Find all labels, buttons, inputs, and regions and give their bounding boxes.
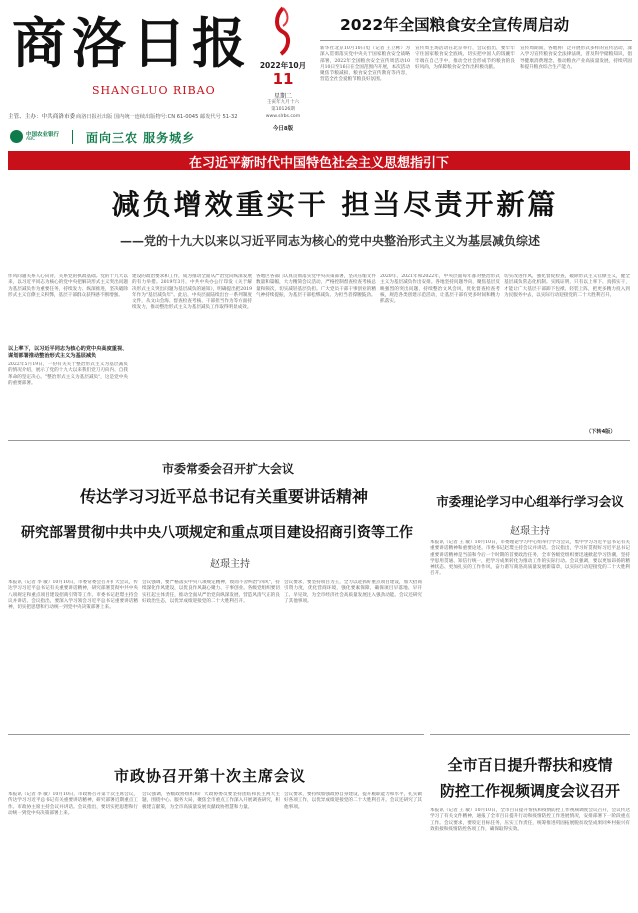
lead-article-subtitle: ——党的十九大以来以习近平同志为核心的党中央整治形式主义为基层减负综述 xyxy=(120,234,541,248)
bank-en: ABC xyxy=(26,137,36,142)
newspaper-pinyin: SHANGLUO RIBAO xyxy=(92,84,216,97)
lunar-date: 壬寅年九月十六 xyxy=(266,100,300,105)
banner-bar xyxy=(8,151,630,170)
lead-article-col2: 建设的政治要求和工作，成为推动全面从严治党向纵深发展的有力举措。2019年3月，中共中央办公厅印发《关于解决形式主义突出问题为基层减负的通知》，明确提出把2019年作为"基层减负年"。此后，中央层面陆续出台一系列制度文件，从文山会海、督查检查考核、干部担当作为等方面持续发力，推动整治形式主义为基层减负工作取得明显成效。 xyxy=(132,274,252,311)
top-news-rule xyxy=(320,40,632,41)
bank-logo-icon xyxy=(10,130,23,143)
article3-byline: 赵璟主持 xyxy=(510,526,550,537)
section-rule-1 xyxy=(8,440,630,441)
date-day: 11 xyxy=(272,70,294,88)
lead-inline-heading: 以上率下，以习近平同志为核心的党中央高度重视、谋划部署推动整治形式主义为基层减负 xyxy=(8,346,128,359)
bank-ad xyxy=(10,128,235,146)
article3-text: 本报讯（记者 王 敏）10月10日，市委理论学习中心组举行学习会议，集中学习习近平总书记有关重要讲话精神和重要论述。市委书记赵璟主持会议并讲话。会议指出，学习好贯彻好习近平总书记重要讲话精神是当前和今后一个时期的首要政治任务，全市各级党组织要迅速掀起学习热潮，坚持学思用贯通、知信行统一，把学习成果转化为推动工作的实际行动。会议强调，要以更加昂扬的精神状态、更加扎实的工作作风，奋力谱写商洛高质量发展新篇章，以实际行动迎接党的二十大胜利召开。 xyxy=(430,540,630,577)
top-news-headline: 2022年全国粮食安全宣传周启动 xyxy=(340,16,570,34)
article3-title: 市委理论学习中心组举行学习会议 xyxy=(436,494,624,509)
publication-info: 商洛日报社出版 国内统一连续出版物号:CN 61-0045 邮发代号 51-32 xyxy=(76,114,238,120)
issue-number: 第10126期 xyxy=(271,107,295,112)
article4-col2: 会议强调，各级政协组织和广大政协委员要坚持团结和民主两大主题，围绕中心、服务大局，聚焦全市重点工作深入开展调查研究，积极建言献策，为全市高质量发展贡献政协智慧和力量。 xyxy=(142,792,280,810)
masthead xyxy=(0,0,638,150)
section-rule-2 xyxy=(8,734,424,735)
website: www.slrbs.com xyxy=(265,114,301,119)
lead-article-col4: 2020年、2021年和2022年，中央层面每年都对整治形式主义为基层减负作出安排。各地坚持问题导向，聚焦基层反映强烈的突出问题，持续整治文风会风，优化督查检查考核，规范各类创建示范活动，让基层干部有更多时间和精力抓落实。 xyxy=(380,274,500,305)
bank-name: 中国农业银行 xyxy=(26,132,60,138)
article5-text: 本报讯（记者 王 敏）10月10日，全市百日提升帮扶和疫情防控工作视频调度会议召开，会议传达学习了有关文件精神，通报了全市百日提升行动和疫情防控工作进展情况，安排部署下一阶段重点工作。会议要求，要咬定目标任务，压实工作责任，统筹推进巩固拓展脱贫攻坚成果同乡村振兴有效衔接和疫情防控各项工作，确保取得实效。 xyxy=(430,808,630,832)
article2-col3: 会议要求，要坚持项目为王，全力以赴抓好重点项目建设，加大招商引资力度，优化营商环境，强化要素保障，确保项目早落地、早开工、早见效，为全市经济社会高质量发展注入强劲动能。会议还研究了其他事项。 xyxy=(284,580,422,604)
article2-col1: 本报讯（记者 李 敏）10月10日，市委常委会召开扩大会议，传达学习习近平总书记有关重要讲话精神，研究部署贯彻中共中央八项规定和重点项目建设招商引资等工作。市委书记赵璟主持会议并讲话。会议指出，要深入学习领会习近平总书记重要讲话精神，切实把思想和行动统一到党中央决策部署上来。 xyxy=(8,580,138,611)
date-year-month: 2022年10月 xyxy=(259,61,307,70)
edition-count: 今日8版 xyxy=(272,126,294,132)
article2-title-line2: 研究部署贯彻中共中央八项规定和重点项目建设招商引资等工作 xyxy=(21,525,413,541)
article5-title-line1: 全市百日提升帮扶和疫情 xyxy=(447,756,613,774)
ribbon-emblem-icon xyxy=(271,6,295,56)
top-news-text-col3: 宣传周期间，各地将广泛开展形式多样的宣传活动，深入学习宣传粮食安全法律法规，普及科学储粮知识，倡导健康消费理念，推动粮食产业高质量发展，持续巩固和提升粮食综合生产能力。 xyxy=(520,46,632,70)
bank-slogan: 面向三农 服务城乡 xyxy=(86,131,196,145)
article4-col3: 会议要求，要持续加强政协自身建设，提升履职能力和水平，扎实做好各项工作，以优异成绩迎接党的二十大胜利召开。会议还研究了其他事项。 xyxy=(284,792,422,810)
date-weekday: 星期二 xyxy=(273,93,292,100)
banner-text: 在习近平新时代中国特色社会主义思想指引下 xyxy=(188,156,449,171)
lead-article-col3: 各地区各部门认真贯彻落实党中央决策部署，坚决压缩文件数量和篇幅，大力精简会议活动，严格控制督查检查考核总量和频次，切实减轻基层负担。广大党员干部干事创业的精气神持续提振，为基层干部松绑减负、为担当者撑腰鼓劲。 xyxy=(256,274,376,298)
bank-divider xyxy=(72,130,73,144)
lead-article-col5: 切实改进作风，强化督促检查，破除形式主义官僚主义，健全基层减负常态化机制。实践证明，只有以上率下、真抓实干，才能让广大基层干部卸下包袱、轻装上阵，把更多精力投入到为民服务中去，以实际行动迎接党的二十大胜利召开。 xyxy=(504,274,630,298)
article2-kicker: 市委常委会召开扩大会议 xyxy=(161,462,294,476)
top-news-text-col2: 宣传周主场活动在北京举行，会议指出，要牢牢守住国家粮食安全底线，切实把中国人的饭碗牢牢端在自己手中，推动全社会形成节约粮食的良好风尚，为保障粮食安全作出积极贡献。 xyxy=(415,46,515,70)
article4-title: 市政协召开第十次主席会议 xyxy=(113,767,306,785)
article4-col1: 本报讯（记者 李 敏）10月10日，市政协召开第十次主席会议，传达学习习近平总书记有关重要讲话精神，研究部署近期重点工作。市政协主席主持会议并讲话。会议指出，要切实把思想和行动统一到党中央决策部署上来。 xyxy=(8,792,138,816)
lead-article-col1b: 2022年5月19日，一份有关关于整治形式主义为基层减负的情况介绍，展示了党的十九大以来我们党刀刃向内、自我革命的坚定决心。"整治形式主义为基层减负"，这是党中央的重要部署。 xyxy=(8,362,128,386)
sponsor-line: 主管、主办：中共商洛市委 xyxy=(8,114,76,120)
article2-col2: 会议强调，要严格落实中央八项规定精神，锲而不舍纠治"四风"，持续深化作风建设，以优良作风凝心聚力、干事创业。各级党组织要切实扛起主体责任，推动全面从严治党向纵深发展，营造风清气正的良好政治生态，以优异成绩迎接党的二十大胜利召开。 xyxy=(142,580,280,604)
lead-article-col1: 作风问题关系人心向背，关系党的执政基础。党的十九大以来，以习近平同志为核心的党中央把解决形式主义突出问题为基层减负作为重要任务，持续发力、纵深推进，坚决破除形式主义官僚主义积弊，基层干部群众获得感不断增强。 xyxy=(8,274,128,298)
lead-continued-note: （下转4版） xyxy=(586,429,616,435)
newspaper-title: 商洛日报 xyxy=(12,11,252,75)
top-news-text-col1: 新华社北京10月10日电（记者 王立彬）为深入贯彻落实党中央关于国家粮食安全战略部署，2022年全国粮食安全宣传周活动10月10日至16日在全国范围内开展，本次活动聚焦节粮减损、粮食安全宣传教育等内容，营造全社会爱粮节粮良好氛围。 xyxy=(320,46,410,83)
article2-byline: 赵璟主持 xyxy=(210,559,250,570)
lead-article-title: 减负增效重实干 担当尽责开新篇 xyxy=(111,188,559,221)
date-box xyxy=(257,4,309,144)
article5-title-line2: 防控工作视频调度会议召开 xyxy=(439,782,620,800)
article2-title-line1: 传达学习习近平总书记有关重要讲话精神 xyxy=(79,487,368,506)
section-rule-3 xyxy=(430,734,630,735)
